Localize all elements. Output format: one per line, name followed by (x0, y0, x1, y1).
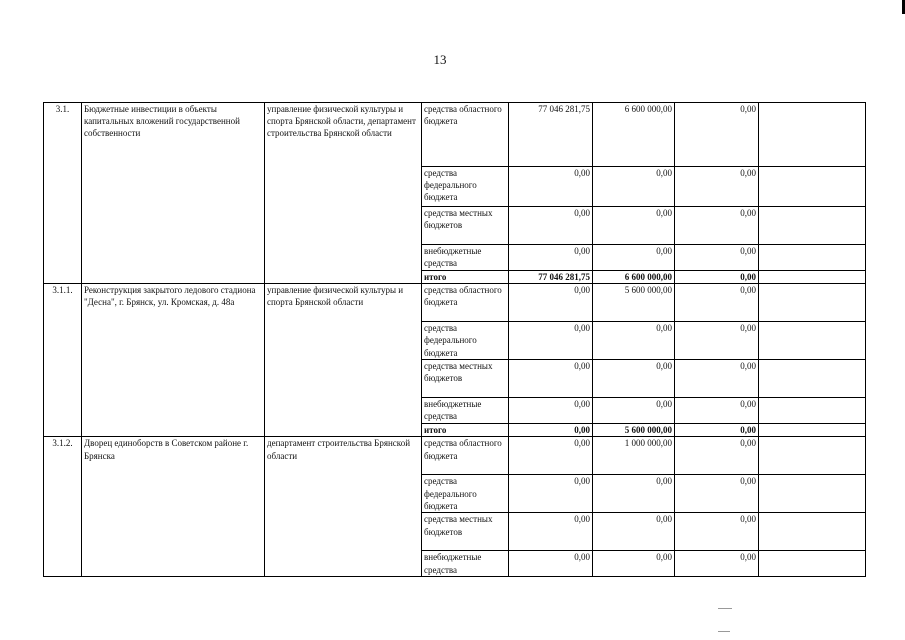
amount-cell: 0,00 (509, 551, 593, 577)
page-number: 13 (433, 52, 447, 67)
amount-cell: 0,00 (675, 207, 759, 245)
amount-cell: 0,00 (675, 398, 759, 424)
funding-source-cell: внебюджетные средства (422, 551, 509, 577)
table-row (44, 437, 866, 475)
row-number-cell: 3.1. (44, 103, 82, 284)
amount-cell: 0,00 (593, 245, 675, 271)
amount-cell: 0,00 (593, 322, 675, 360)
amount-cell: 0,00 (509, 322, 593, 360)
funding-source-cell: средства местных бюджетов (422, 360, 509, 398)
empty-cell (759, 167, 866, 207)
empty-cell (759, 475, 866, 513)
amount-cell: 0,00 (509, 475, 593, 513)
measure-name-cell: Дворец единоборств в Советском районе г. Брянска (82, 437, 265, 577)
funding-source-cell: средства федерального бюджета (422, 475, 509, 513)
amount-cell: 0,00 (509, 284, 593, 322)
funding-source-cell: средства федерального бюджета (422, 167, 509, 207)
amount-cell: 0,00 (675, 475, 759, 513)
funding-source-cell: средства местных бюджетов (422, 207, 509, 245)
responsible-cell: управление физической культуры и спорта Брянской области (265, 284, 422, 437)
amount-cell: 6 600 000,00 (593, 103, 675, 167)
table-row (44, 284, 866, 322)
empty-cell (759, 398, 866, 424)
funding-source-cell: итого (422, 424, 509, 437)
funding-source-cell: средства местных бюджетов (422, 513, 509, 551)
empty-cell (759, 322, 866, 360)
empty-cell (759, 103, 866, 167)
empty-cell (759, 271, 866, 284)
amount-cell: 0,00 (675, 245, 759, 271)
amount-cell: 0,00 (593, 398, 675, 424)
empty-cell (759, 551, 866, 577)
responsible-cell: управление физической культуры и спорта Брянской области, департамент строительства Брянской области (265, 103, 422, 284)
amount-cell: 0,00 (675, 284, 759, 322)
funding-source-cell: итого (422, 271, 509, 284)
amount-cell: 6 600 000,00 (593, 271, 675, 284)
funding-source-cell: средства областного бюджета (422, 284, 509, 322)
funding-source-cell: средства областного бюджета (422, 437, 509, 475)
empty-cell (759, 360, 866, 398)
amount-cell: 0,00 (593, 513, 675, 551)
scan-speck (718, 631, 730, 632)
amount-cell: 0,00 (675, 103, 759, 167)
empty-cell (759, 424, 866, 437)
amount-cell: 0,00 (675, 360, 759, 398)
budget-table (43, 102, 866, 577)
row-number-cell: 3.1.2. (44, 437, 82, 577)
amount-cell: 0,00 (593, 167, 675, 207)
amount-cell: 0,00 (675, 513, 759, 551)
row-number-cell: 3.1.1. (44, 284, 82, 437)
amount-cell: 0,00 (593, 551, 675, 577)
table-row (44, 103, 866, 167)
amount-cell: 0,00 (509, 398, 593, 424)
amount-cell: 0,00 (675, 271, 759, 284)
measure-name-cell: Реконструкция закрытого ледового стадиона "Десна", г. Брянск, ул. Кромская, д. 48а (82, 284, 265, 437)
amount-cell: 0,00 (509, 513, 593, 551)
amount-cell: 5 600 000,00 (593, 424, 675, 437)
amount-cell: 0,00 (509, 167, 593, 207)
amount-cell: 0,00 (675, 437, 759, 475)
measure-name-cell: Бюджетные инвестиции в объекты капитальных вложений государственной собственности (82, 103, 265, 284)
funding-source-cell: внебюджетные средства (422, 245, 509, 271)
amount-cell: 0,00 (593, 360, 675, 398)
empty-cell (759, 284, 866, 322)
amount-cell: 0,00 (509, 207, 593, 245)
amount-cell: 0,00 (675, 322, 759, 360)
empty-cell (759, 513, 866, 551)
amount-cell: 0,00 (675, 424, 759, 437)
empty-cell (759, 245, 866, 271)
amount-cell: 77 046 281,75 (509, 103, 593, 167)
amount-cell: 0,00 (675, 551, 759, 577)
amount-cell: 0,00 (509, 360, 593, 398)
funding-source-cell: средства федерального бюджета (422, 322, 509, 360)
empty-cell (759, 207, 866, 245)
responsible-cell: департамент строительства Брянской области (265, 437, 422, 577)
amount-cell: 5 600 000,00 (593, 284, 675, 322)
amount-cell: 0,00 (593, 475, 675, 513)
amount-cell: 77 046 281,75 (509, 271, 593, 284)
amount-cell: 0,00 (509, 437, 593, 475)
amount-cell: 0,00 (675, 167, 759, 207)
funding-source-cell: внебюджетные средства (422, 398, 509, 424)
amount-cell: 0,00 (509, 245, 593, 271)
scan-speck (718, 608, 732, 609)
amount-cell: 0,00 (509, 424, 593, 437)
amount-cell: 0,00 (593, 207, 675, 245)
amount-cell: 1 000 000,00 (593, 437, 675, 475)
funding-source-cell: средства областного бюджета (422, 103, 509, 167)
empty-cell (759, 437, 866, 475)
